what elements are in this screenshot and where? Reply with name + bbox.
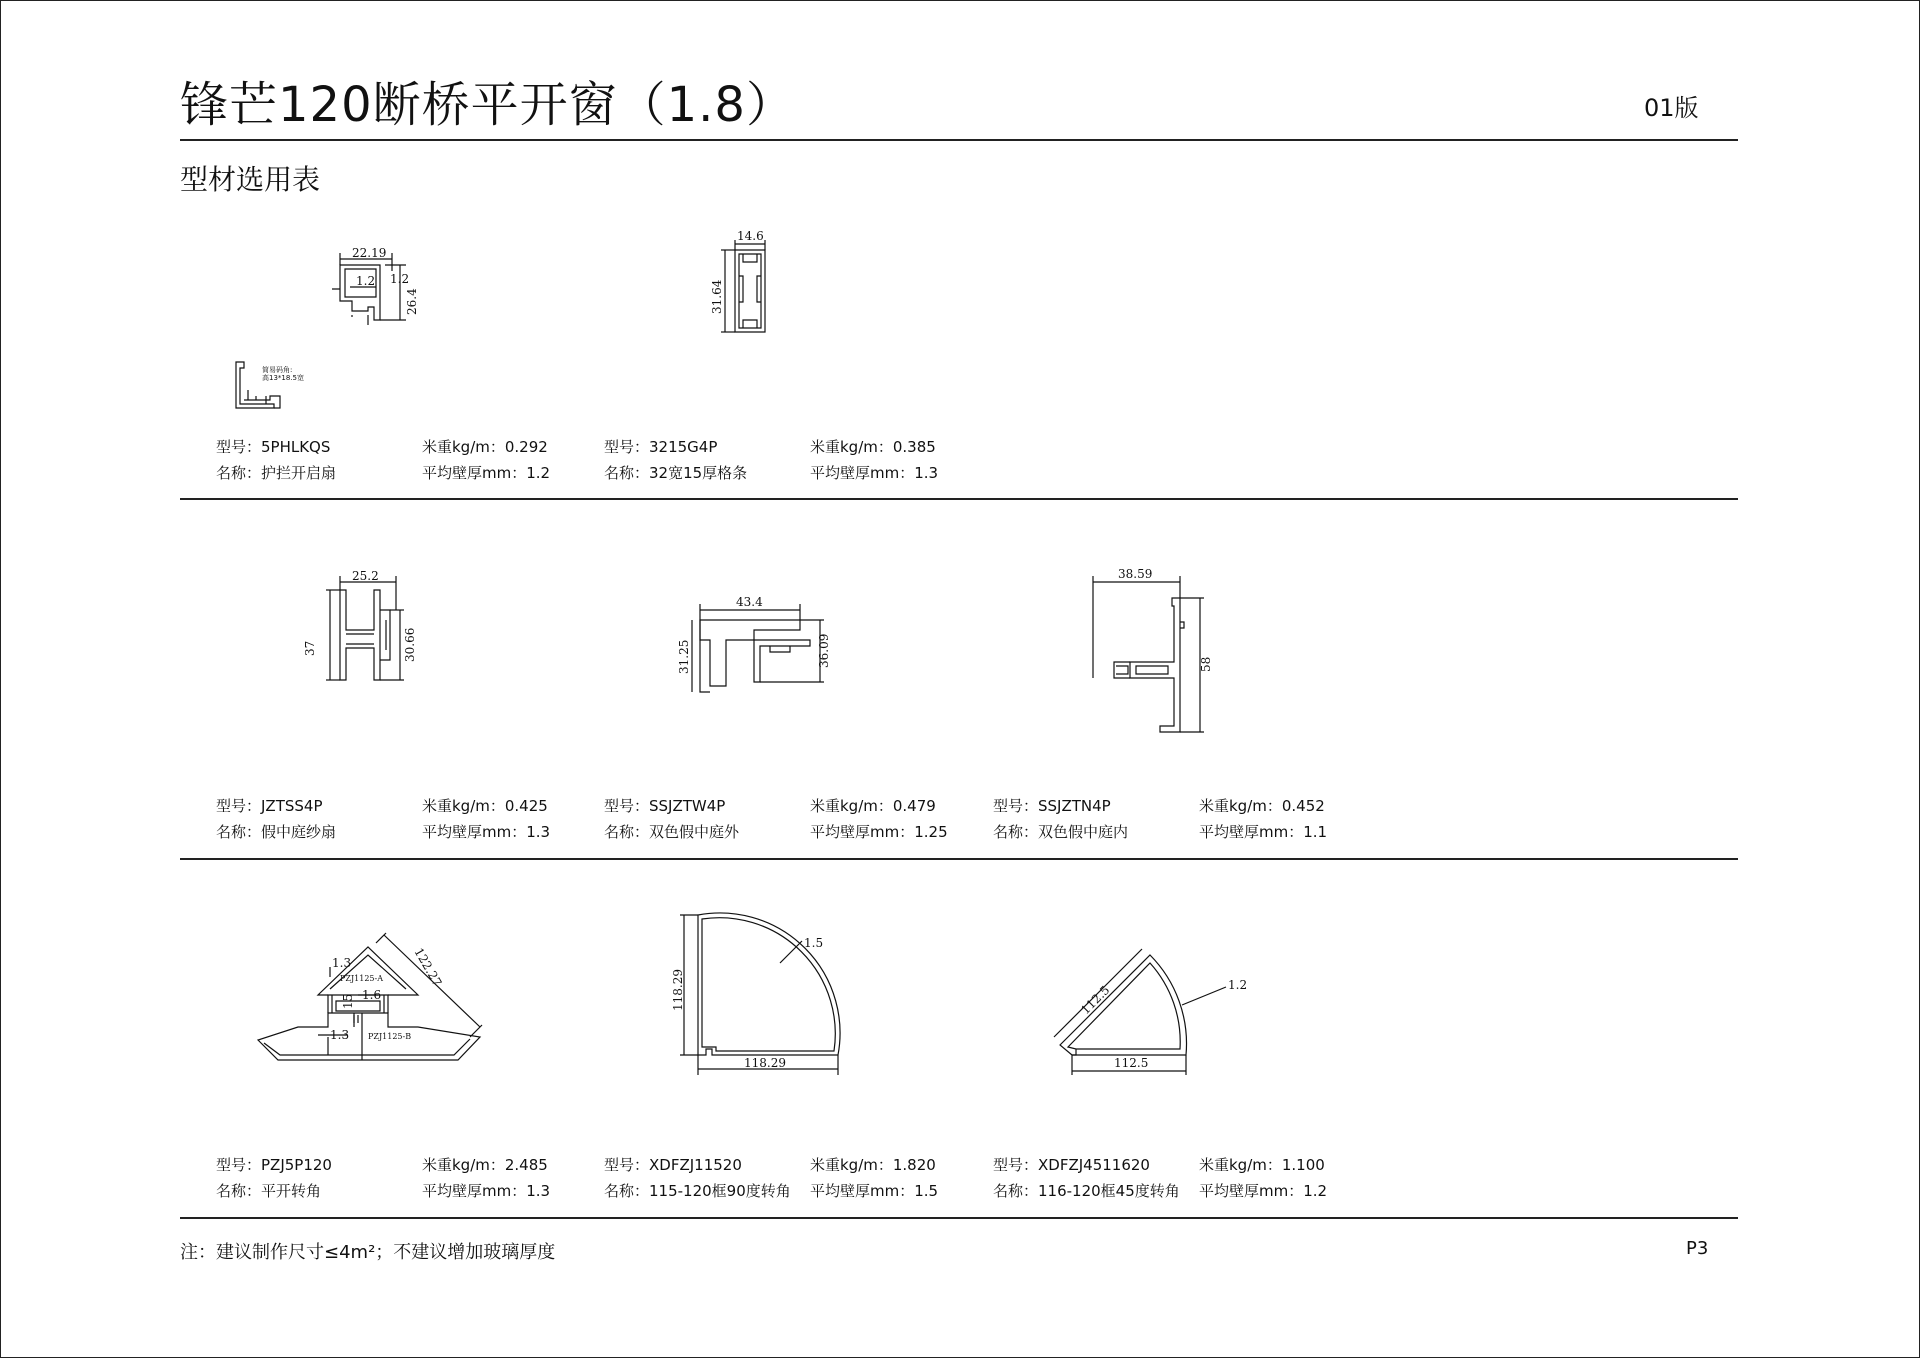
page-number: P3 <box>1686 1238 1709 1259</box>
dim-thickness: 1.2 <box>1228 978 1248 992</box>
dim-thickness: 1.5 <box>804 936 824 950</box>
profile-drawing-3215g4p <box>705 229 775 342</box>
weight-label: 米重kg/m：0.479 <box>810 797 936 815</box>
name-label: 名称：双色假中庭外 <box>604 823 740 841</box>
wall-label: 平均壁厚mm：1.2 <box>1199 1182 1328 1200</box>
name-label: 名称：115-120框90度转角 <box>604 1182 791 1200</box>
dim-length: 122.27 <box>411 945 445 989</box>
spec-right-5phlkqs <box>422 434 550 486</box>
weight-label: 米重kg/m：0.292 <box>422 438 548 456</box>
corner-note: 简易码角: 高13*18.5宽 <box>262 366 304 382</box>
dim-height-2: 30.66 <box>403 627 417 662</box>
model-label: 型号：SSJZTN4P <box>993 797 1111 815</box>
wall-label: 平均壁厚mm：1.3 <box>422 1182 551 1200</box>
dim-height: 26.4 <box>405 288 419 315</box>
wall-label: 平均壁厚mm：1.2 <box>422 464 551 482</box>
profile-drawing-5phlkqs <box>330 245 440 345</box>
weight-label: 米重kg/m：0.425 <box>422 797 548 815</box>
dim-height: 58 <box>1199 656 1213 672</box>
profile-drawing-jztss4p <box>300 570 430 700</box>
part-label-b: PZJ1125-B <box>368 1032 412 1041</box>
dim-height-2: 36.09 <box>817 633 831 668</box>
model-label: 型号：XDFZJ11520 <box>604 1156 742 1174</box>
name-label: 名称：平开转角 <box>216 1182 322 1200</box>
dim-width: 25.2 <box>352 569 379 583</box>
name-label: 名称：双色假中庭内 <box>993 823 1129 841</box>
version-label: 01版 <box>1644 94 1699 122</box>
weight-label: 米重kg/m：2.485 <box>422 1156 548 1174</box>
wall-label: 平均壁厚mm：1.3 <box>422 823 551 841</box>
wall-label: 平均壁厚mm：1.1 <box>1199 823 1328 841</box>
spec-left-xdfzj11520 <box>604 1152 791 1204</box>
dim-radius: 118.29 <box>671 969 685 1011</box>
name-label: 名称：护拦开启扇 <box>216 464 337 482</box>
wall-label: 平均壁厚mm：1.25 <box>810 823 948 841</box>
model-label: 型号：PZJ5P120 <box>216 1156 332 1174</box>
spec-right-pzj5p120 <box>422 1152 550 1204</box>
row-divider-2 <box>180 858 1738 860</box>
page-title: 锋芒120断桥平开窗（1.8） <box>180 77 795 133</box>
spec-right-3215g4p <box>810 434 938 486</box>
profile-drawing-xdfzj4511620 <box>1050 945 1250 1085</box>
dim-thickness-1: 1.3 <box>332 956 352 970</box>
wall-label: 平均壁厚mm：1.5 <box>810 1182 939 1200</box>
profile-drawing-ssjztn4p <box>1080 562 1230 742</box>
dim-thickness-2: 1.6 <box>362 988 382 1002</box>
model-label: 型号：JZTSS4P <box>216 797 323 815</box>
dim-thickness-2: 1.2 <box>390 272 410 286</box>
dim-height: 31.64 <box>710 279 724 314</box>
spec-left-ssjztw4p <box>604 793 739 845</box>
weight-label: 米重kg/m：1.820 <box>810 1156 936 1174</box>
dim-height: 15 <box>341 993 355 1009</box>
dim-height: 31.25 <box>677 639 691 674</box>
footer-note: 注：建议制作尺寸≤4m²；不建议增加玻璃厚度 <box>180 1242 556 1263</box>
header-rule <box>180 139 1738 141</box>
model-label: 型号：3215G4P <box>604 438 718 456</box>
spec-left-5phlkqs <box>216 434 336 486</box>
dim-thickness: 1.2 <box>356 274 376 288</box>
spec-left-pzj5p120 <box>216 1152 332 1204</box>
model-label: 型号：SSJZTW4P <box>604 797 726 815</box>
spec-right-ssjztw4p <box>810 793 948 845</box>
section-subtitle: 型材选用表 <box>180 163 321 196</box>
dim-width: 14.6 <box>737 229 764 243</box>
profile-drawing-pzj5p120 <box>258 915 488 1075</box>
profile-drawing-ssjztw4p <box>670 586 840 706</box>
wall-label: 平均壁厚mm：1.3 <box>810 464 939 482</box>
model-label: 型号：5PHLKQS <box>216 438 331 456</box>
row-divider-1 <box>180 498 1738 500</box>
name-label: 名称：32宽15厚格条 <box>604 464 748 482</box>
dim-width: 22.19 <box>352 246 387 260</box>
weight-label: 米重kg/m：1.100 <box>1199 1156 1325 1174</box>
dim-length: 112.5 <box>1078 982 1113 1018</box>
dim-width: 118.29 <box>744 1056 786 1070</box>
dim-width: 112.5 <box>1114 1056 1149 1070</box>
spec-right-ssjztn4p <box>1199 793 1327 845</box>
weight-label: 米重kg/m：0.452 <box>1199 797 1325 815</box>
dim-width: 38.59 <box>1118 567 1153 581</box>
spec-right-xdfzj4511620 <box>1199 1152 1327 1204</box>
dim-width: 43.4 <box>736 595 763 609</box>
row-divider-3 <box>180 1217 1738 1219</box>
spec-left-3215g4p <box>604 434 747 486</box>
spec-right-xdfzj11520 <box>810 1152 938 1204</box>
spec-right-jztss4p <box>422 793 550 845</box>
model-label: 型号：XDFZJ4511620 <box>993 1156 1150 1174</box>
spec-left-jztss4p <box>216 793 336 845</box>
dim-thickness-3: 1.3 <box>330 1028 350 1042</box>
part-label-a: PZJ1125-A <box>340 974 383 983</box>
profile-drawing-xdfzj11520 <box>670 905 870 1085</box>
spec-left-ssjztn4p <box>993 793 1128 845</box>
spec-left-xdfzj4511620 <box>993 1152 1180 1204</box>
dim-height: 37 <box>303 640 317 656</box>
name-label: 名称：假中庭纱扇 <box>216 823 337 841</box>
weight-label: 米重kg/m：0.385 <box>810 438 936 456</box>
name-label: 名称：116-120框45度转角 <box>993 1182 1180 1200</box>
